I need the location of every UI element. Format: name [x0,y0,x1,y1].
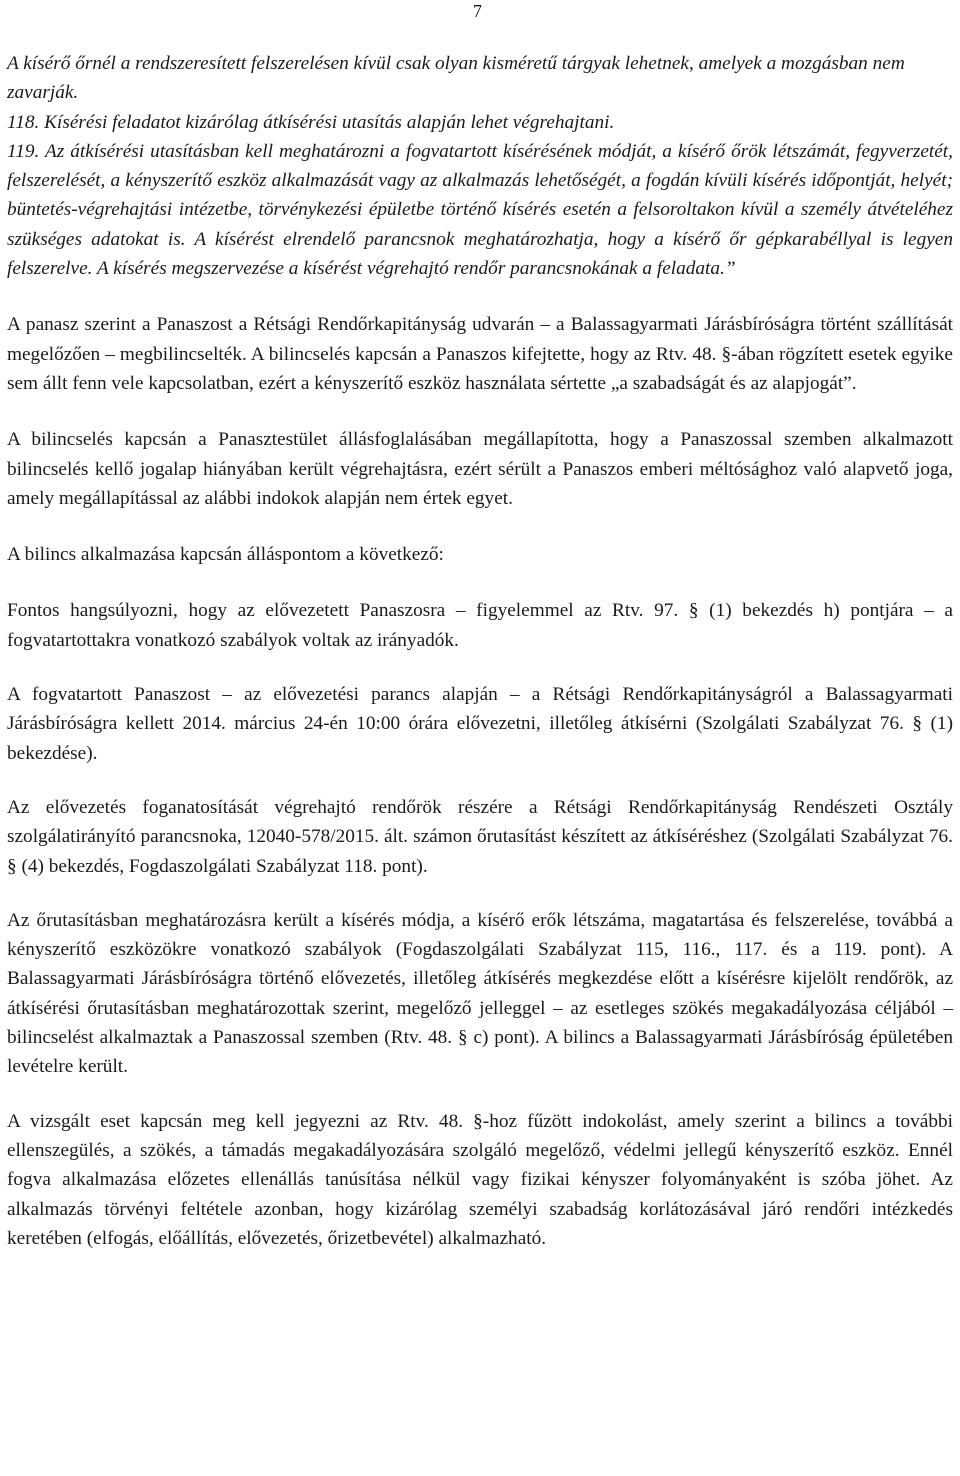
paragraph-board-finding: A bilincselés kapcsán a Panasztestület állásfoglalásában megállapította, hogy a Panaszossal szemben alkalmazott bilincselés kellő jogalap hiányában került végrehajtásra, ezért sérült a Panaszos emberi méltósághoz való alapvető joga, amely megállapítással az alábbi indokok alapján nem értek egyet. [7,429,953,509]
document-body [7,49,953,1253]
paragraph-justification: A vizsgált eset kapcsán meg kell jegyezni az Rtv. 48. §-hoz fűzött indokolást, amely szerint a bilincs a további ellenszegülés, a szökés, a támadás megakadályozására szolgáló megelőző, védelmi jellegű kényszerítő eszköz. Ennél fogva alkalmazása előzetes ellenállás tanúsítása nélkül vagy fizikai kényszer folyományaként is szóba jöhet. Az alkalmazás törvényi feltétele azonban, hogy kizárólag személyi szabadság korlátozásával járó rendőri intézkedés keretében (elfogás, előállítás, elővezetés, őrizetbevétel) alkalmazható. [7,1110,953,1249]
quote-paragraph-118: 118. Kísérési feladatot kizárólag átkísérési utasítás alapján lehet végrehajtani. [7,111,615,133]
paragraph-instruction-details: Az őrutasításban meghatározásra került a kísérés módja, a kísérő erők létszáma, magatartása és felszerelése, továbbá a kényszerítő eszközökre vonatkozó szabályok (Fogdaszolgálati Szabályzat 115, 116., 117. és a 119. pont). A Balassagyarmati Járásbíróságra történő elővezetés, illetőleg átkísérés megkezdése előtt a kísérésre kijelölt rendőrök, az átkísérési őrutasításban meghatározottak szerint, megelőző jelleggel – az esetleges szökés megakadályozása céljából – bilincselést alkalmaztak a Panaszossal szemben (Rtv. 48. § c) pont). A bilincs a Balassagyarmati Járásbíróság épületében levételre került. [7,909,953,1078]
paragraph-complaint: A panasz szerint a Panaszost a Rétsági Rendőrkapitányság udvarán – a Balassagyarmati Járásbíróságra történt szállítását megelőzően – megbilincselték. A bilincselés kapcsán a Panaszos kifejtette, hogy az Rtv. 48. §-ában rögzített esetek egyike sem állt fenn vele kapcsolatban, ezért a kényszerítő eszköz használata sértette „a szabadságát és az alapjogát”. [7,314,953,394]
paragraph-emphasis: Fontos hangsúlyozni, hogy az elővezetett Panaszosra – figyelemmel az Rtv. 97. § (1) bekezdés h) pontjára – a fogvatartottakra vonatkozó szabályok voltak az irányadók. [7,600,953,651]
page-number: 7 [473,1,482,21]
paragraph-guard-instruction: Az elővezetés foganatosítását végrehajtó rendőrök részére a Rétsági Rendőrkapitányság Rendészeti Osztály szolgálatirányító parancsnoka, 12040-578/2015. ált. számon őrutasítást készített az átkíséréshez (Szolgálati Szabályzat 76. § (4) bekezdés, Fogdaszolgálati Szabályzat 118. pont). [7,796,953,877]
paragraph-escort-order: A fogvatartott Panaszost – az elővezetési parancs alapján – a Rétsági Rendőrkapitányságról a Balassagyarmati Járásbíróságra kellett 2014. március 24-én 10:00 órára elővezetni, illetőleg átkísérni (Szolgálati Szabályzat 76. § (1) bekezdése). [7,684,953,764]
paragraph-position-intro: A bilincs alkalmazása kapcsán álláspontom a következő: [7,544,444,566]
quote-paragraph-119: 119. Az átkísérési utasításban kell meghatározni a fogvatartott kísérésének módját, a kísérő őrök létszámát, fegyverzetét, felszerelését, a kényszerítő eszköz alkalmazását vagy az alkalmazás lehetőségét, a fogdán kívüli kísérés időpontját, helyét; büntetés-végrehajtási intézetbe, törvénykezési épületbe történő kísérés esetén a felsoroltakon kívül a személy átvételéhez szükséges adatokat is. A kísérést elrendelő parancsnok meghatározhatja, hogy a kísérő őr gépkarabéllyal is legyen felszerelve. A kísérés megszervezése a kísérést végrehajtó rendőr parancsnokának a feladata.” [7,140,953,280]
quoted-regulation [7,49,953,283]
quote-paragraph-1: A kísérő őrnél a rendszeresített felszerelésen kívül csak olyan kisméretű tárgyak lehetnek, amelyek a mozgásban nem zavarják. [7,53,905,104]
